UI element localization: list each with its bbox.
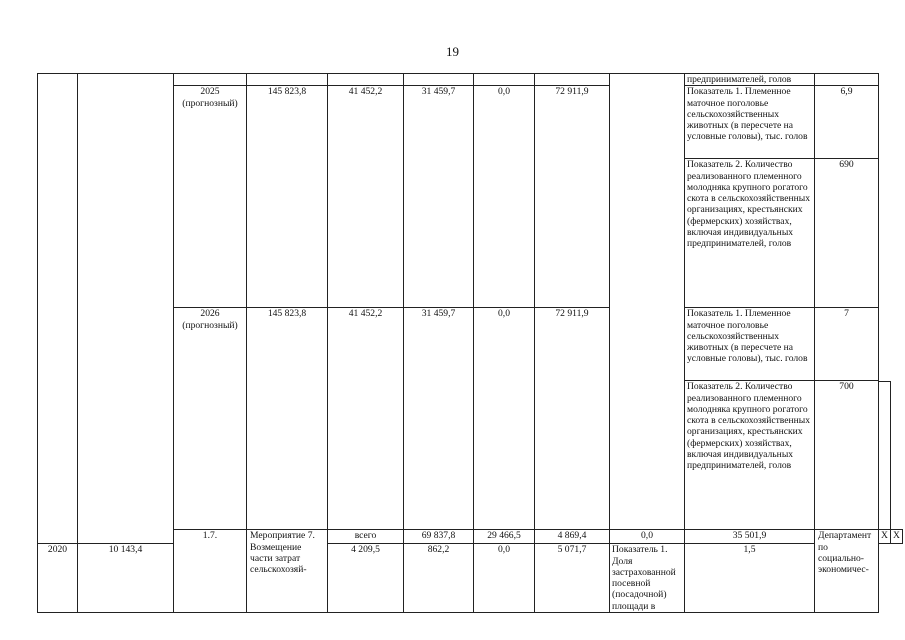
indicator-value: X: [890, 530, 902, 544]
table-row: [38, 544, 903, 613]
federal-cell: 29 466,5: [474, 530, 535, 544]
indicator-cell: Показатель 2. Количество реализованного племенного молодняка крупного рогатого скота в сельскохозяйственных организациях, крестьянских (фермерских) хозяйствах, включая индивидуальных предпринимателей, голов: [685, 381, 815, 530]
table-row: [38, 74, 903, 86]
executor-cell: Департамент по социально-экономичес-: [815, 530, 879, 613]
regional-cell: 4 869,4: [535, 530, 610, 544]
num-cell-empty: [38, 74, 78, 544]
total-cell: 10 143,4: [78, 544, 174, 613]
extra-cell: 5 071,7: [535, 544, 610, 613]
local-cell: 0,0: [474, 544, 535, 613]
indicator-value: 690: [815, 159, 879, 308]
total-cell: 145 823,8: [247, 86, 328, 308]
indicator-cell: предпринимателей, голов: [685, 74, 815, 86]
indicator-cell: Показатель 2. Количество реализованного племенного молодняка крупного рогатого скота в сельскохозяйственных организациях, крестьянских (фермерских) хозяйствах, включая индивидуальных предпринимателей, голов: [685, 159, 815, 308]
local-cell: 0,0: [610, 530, 685, 544]
federal-cell: 41 452,2: [328, 308, 404, 530]
indicator-value: 700: [815, 381, 879, 530]
year-label: 2026: [200, 308, 220, 320]
local-cell: 0,0: [474, 86, 535, 308]
measure-name: Мероприятие 7. Возмещение части затрат сельскохозяй-: [247, 530, 328, 613]
year-note: (прогнозный): [182, 97, 238, 109]
page-number: 19: [446, 44, 459, 59]
indicator-value: 1,5: [685, 544, 815, 613]
year-cell: всего: [328, 530, 404, 544]
year-label: 2025: [200, 86, 220, 98]
indicator-cell: X: [879, 530, 891, 544]
federal-cell: 41 452,2: [328, 86, 404, 308]
indicator-cell: Показатель 1. Племенное маточное поголовье сельскохозяйственных животных (в пересчете на условные головы), тыс. голов: [685, 308, 815, 381]
year-cell: [174, 308, 247, 530]
indicator-value: 6,9: [815, 86, 879, 159]
year-cell: 2020: [38, 544, 78, 613]
local-cell: 0,0: [474, 308, 535, 530]
indicator-cell: Показатель 1. Племенное маточное поголовье сельскохозяйственных животных (в пересчете на условные головы), тыс. голов: [685, 86, 815, 159]
indicator-value: 7: [815, 308, 879, 381]
year-cell: [174, 86, 247, 308]
year-note: (прогнозный): [182, 319, 238, 331]
total-cell: 69 837,8: [404, 530, 474, 544]
program-table: [37, 73, 903, 613]
executor-cell-empty: [879, 382, 891, 530]
regional-cell: 31 459,7: [404, 308, 474, 530]
executor-cell-empty: [610, 74, 685, 530]
extra-cell: 72 911,9: [535, 308, 610, 530]
regional-cell: 862,2: [404, 544, 474, 613]
total-cell: 145 823,8: [247, 308, 328, 530]
measure-number: 1.7.: [174, 530, 247, 613]
extra-cell: 35 501,9: [685, 530, 815, 544]
regional-cell: 31 459,7: [404, 86, 474, 308]
extra-cell: 72 911,9: [535, 86, 610, 308]
name-cell-empty: [78, 74, 174, 544]
federal-cell: 4 209,5: [328, 544, 404, 613]
indicator-cell: Показатель 1. Доля застрахованной посевной (посадочной) площади в: [610, 544, 685, 613]
